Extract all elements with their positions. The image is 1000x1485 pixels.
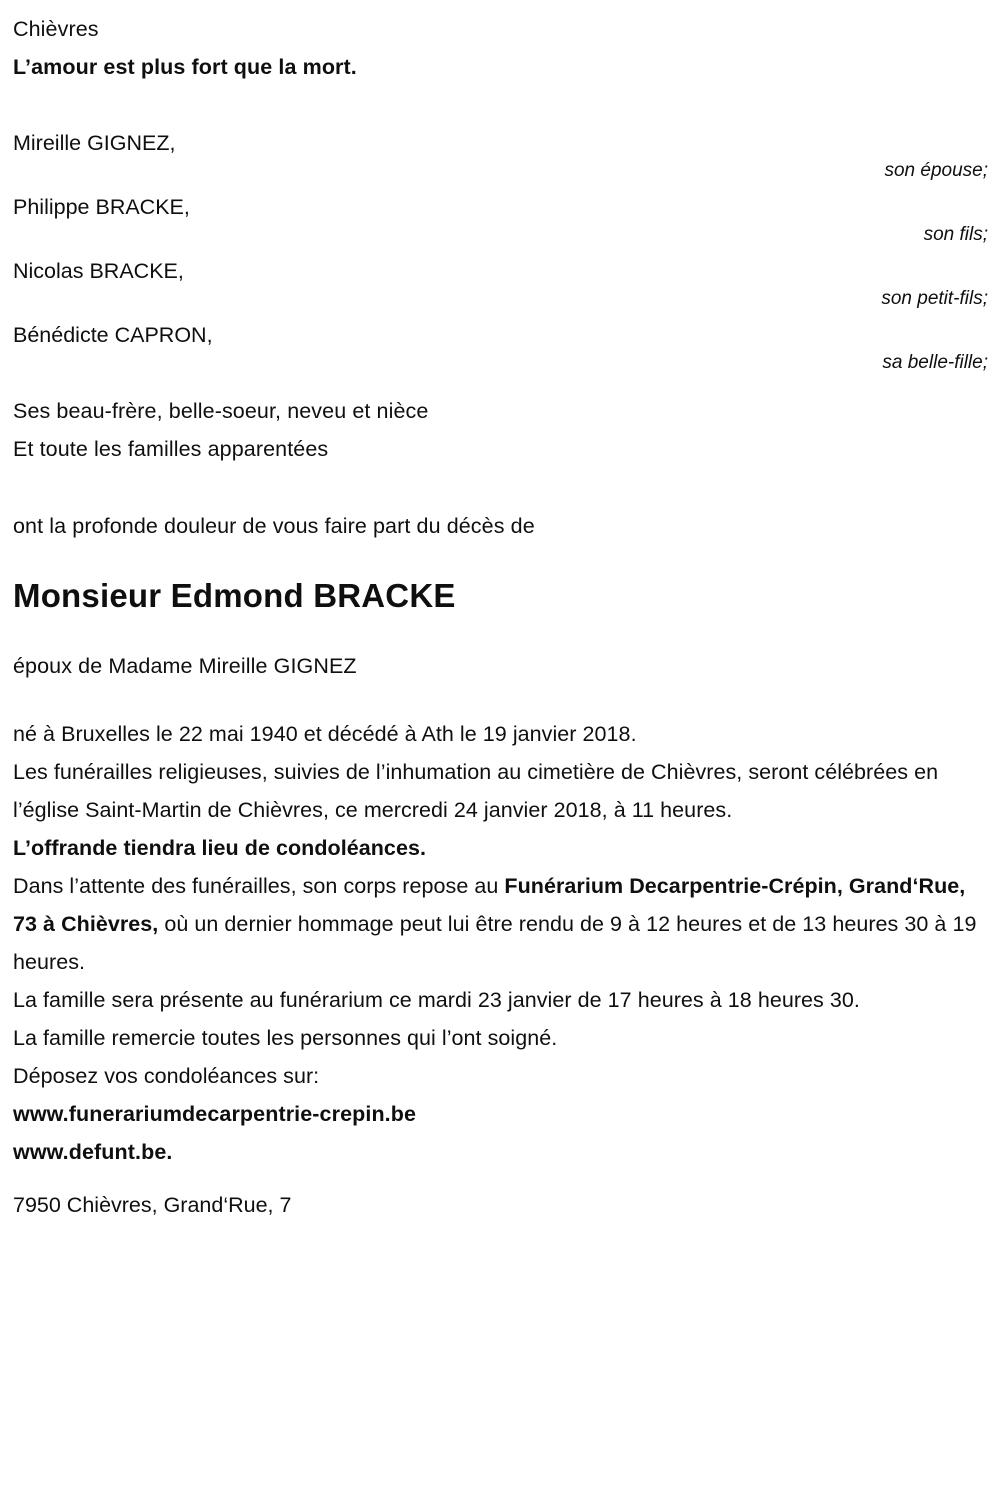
- website-secondary-link[interactable]: www.defunt.be.: [13, 1140, 173, 1164]
- spacer: [13, 1171, 988, 1188]
- relative-role: son petit-fils;: [881, 288, 988, 309]
- relative-name: Mireille GIGNEZ,: [13, 131, 176, 155]
- relative-role: sa belle-fille;: [882, 352, 988, 373]
- extended-family-line-2: Et toute les familles apparentées: [13, 437, 329, 461]
- spouse-line: époux de Madame Mireille GIGNEZ: [13, 654, 357, 678]
- list-item: [13, 320, 988, 384]
- relatives-list: [13, 128, 988, 384]
- relative-name: Philippe BRACKE,: [13, 195, 190, 219]
- spacer: [13, 545, 988, 575]
- list-item: [13, 192, 988, 256]
- spacer: [13, 86, 988, 125]
- offering-note: L’offrande tiendra lieu de condoléances.: [13, 836, 426, 860]
- page-title: Monsieur Edmond BRACKE: [13, 577, 456, 614]
- relative-role: son épouse;: [884, 160, 988, 181]
- spacer: [13, 685, 988, 715]
- thanks-paragraph: La famille remercie toutes les personnes qui l’ont soigné.: [13, 1026, 558, 1050]
- extended-family-line-1: Ses beau-frère, belle-soeur, neveu et nièce: [13, 399, 429, 423]
- repose-text-before: Dans l’attente des funérailles, son corps repose au: [13, 874, 505, 898]
- epitaph: L’amour est plus fort que la mort.: [13, 55, 357, 79]
- list-item: [13, 256, 988, 320]
- funeral-paragraph: Les funérailles religieuses, suivies de l’inhumation au cimetière de Chièvres, seront célébrées en l’église Saint-Martin de Chièvres, ce mercredi 24 janvier 2018, à 11 heures.: [13, 760, 939, 822]
- relative-name: Bénédicte CAPRON,: [13, 323, 213, 347]
- spacer: [13, 468, 988, 507]
- spacer: [13, 617, 988, 647]
- website-primary-link[interactable]: www.funerariumdecarpentrie-crepin.be: [13, 1102, 417, 1126]
- relative-role: son fils;: [923, 224, 988, 245]
- list-item: [13, 128, 988, 192]
- repose-text-after: où un dernier hommage peut lui être rendu de 9 à 12 heures et de 13 heures 30 à 19 heures.: [13, 912, 977, 974]
- funerarium-address: Funérarium Decarpentrie-Crépin, Grand‘Rue, 73 à Chièvres,: [13, 874, 966, 936]
- announcement-line: ont la profonde douleur de vous faire part du décès de: [13, 514, 535, 538]
- condolences-prompt: Déposez vos condoléances sur:: [13, 1064, 320, 1088]
- spacer: [13, 384, 988, 392]
- footer-address: 7950 Chièvres, Grand‘Rue, 7: [13, 1193, 292, 1217]
- family-presence-paragraph: La famille sera présente au funérarium ce mardi 23 janvier de 17 heures à 18 heures 30.: [13, 988, 860, 1012]
- repose-paragraph: [13, 867, 988, 981]
- birth-death-line: né à Bruxelles le 22 mai 1940 et décédé à Ath le 19 janvier 2018.: [13, 722, 637, 746]
- relative-name: Nicolas BRACKE,: [13, 259, 184, 283]
- locality-header: Chièvres: [13, 17, 99, 41]
